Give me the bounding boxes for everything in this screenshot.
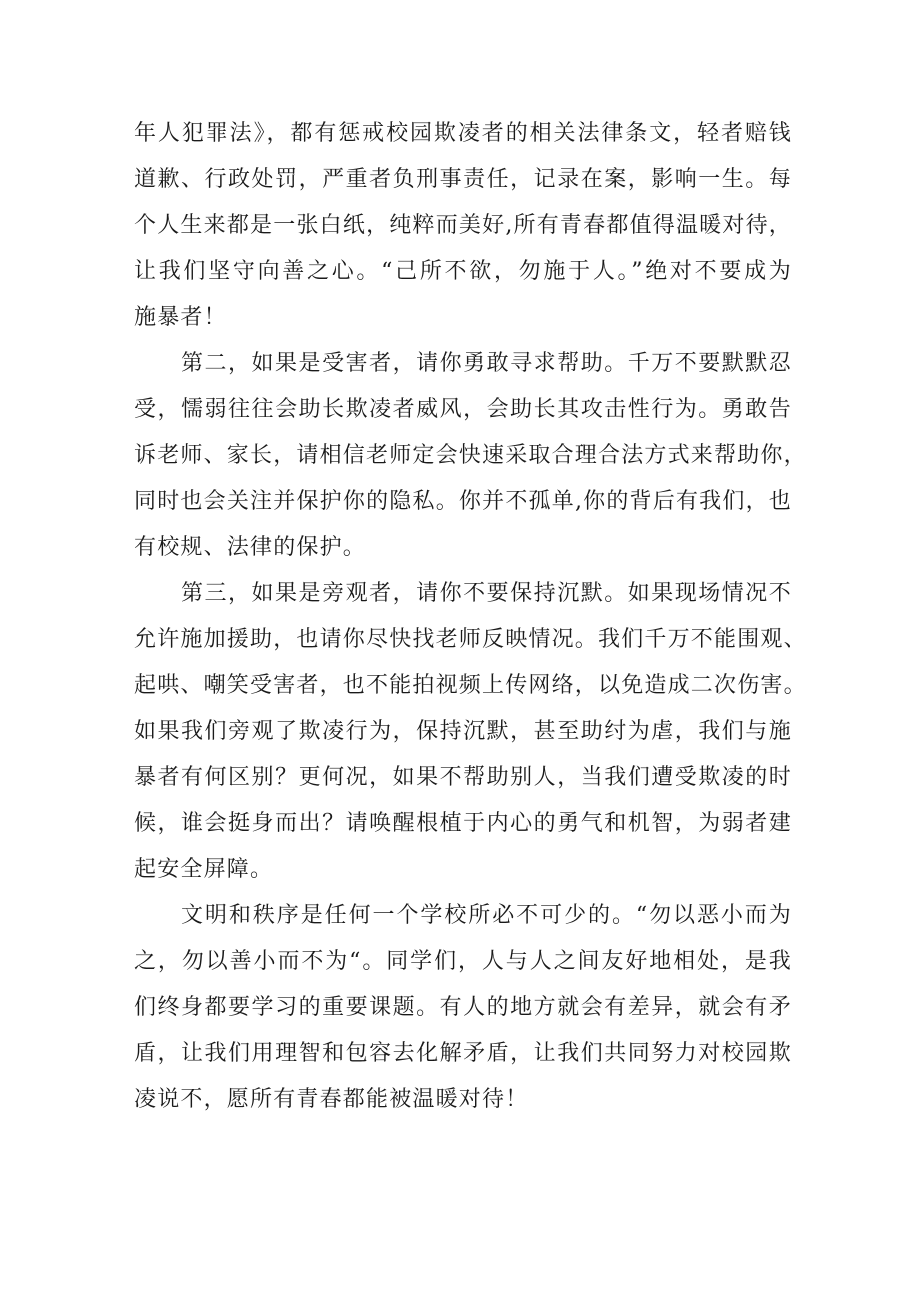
paragraph-3 — [134, 571, 807, 893]
text-line: 凌说不，愿所有青春都能被温暖对待！ — [134, 1087, 529, 1112]
paragraph-2 — [134, 341, 807, 571]
text-line: 让我们坚守向善之心。“己所不欲，勿施于人。”绝对不要成为 — [134, 259, 792, 284]
text-line: 同时也会关注并保护你的隐私。你并不孤单,你的背后有我们，也 — [134, 489, 792, 514]
text-line: 诉老师、家长，请相信老师定会快速采取合理合法方式来帮助你， — [134, 443, 807, 468]
text-line: 起哄、嘲笑受害者，也不能拍视频上传网络，以免造成二次伤害。 — [134, 673, 807, 698]
text-line: 个人生来都是一张白纸，纯粹而美好,所有青春都值得温暖对待， — [134, 213, 792, 238]
text-line: 候，谁会挺身而出？请唤醒根植于内心的勇气和机智，为弱者建 — [134, 811, 792, 836]
text-line: 第二，如果是受害者，请你勇敢寻求帮助。千万不要默默忍 — [181, 351, 792, 376]
text-line: 如果我们旁观了欺凌行为，保持沉默，甚至助纣为虐，我们与施 — [134, 719, 792, 744]
paragraph-1 — [134, 111, 792, 341]
text-line: 允许施加援助，也请你尽快找老师反映情况。我们千万不能围观、 — [134, 627, 807, 652]
text-line: 之，勿以善小而不为“。同学们，人与人之间友好地相处，是我 — [134, 949, 792, 974]
text-line: 们终身都要学习的重要课题。有人的地方就会有差异，就会有矛 — [134, 995, 792, 1020]
text-line: 第三，如果是旁观者，请你不要保持沉默。如果现场情况不 — [181, 581, 792, 606]
text-line: 有校规、法律的保护。 — [134, 535, 367, 560]
text-line: 暴者有何区别？更何况，如果不帮助别人，当我们遭受欺凌的时 — [134, 765, 792, 790]
document-body — [134, 111, 807, 1123]
text-line: 施暴者！ — [134, 305, 227, 330]
text-line: 年人犯罪法》，都有惩戒校园欺凌者的相关法律条文，轻者赔钱 — [134, 121, 792, 146]
text-line: 盾，让我们用理智和包容去化解矛盾，让我们共同努力对校园欺 — [134, 1041, 792, 1066]
text-line: 起安全屏障。 — [134, 857, 274, 882]
text-line: 受，懦弱往往会助长欺凌者威风，会助长其攻击性行为。勇敢告 — [134, 397, 792, 422]
text-line: 道歉、行政处罚，严重者负刑事责任，记录在案，影响一生。每 — [134, 167, 792, 192]
paragraph-4 — [134, 893, 792, 1123]
text-line: 文明和秩序是任何一个学校所必不可少的。“勿以恶小而为 — [181, 903, 792, 928]
